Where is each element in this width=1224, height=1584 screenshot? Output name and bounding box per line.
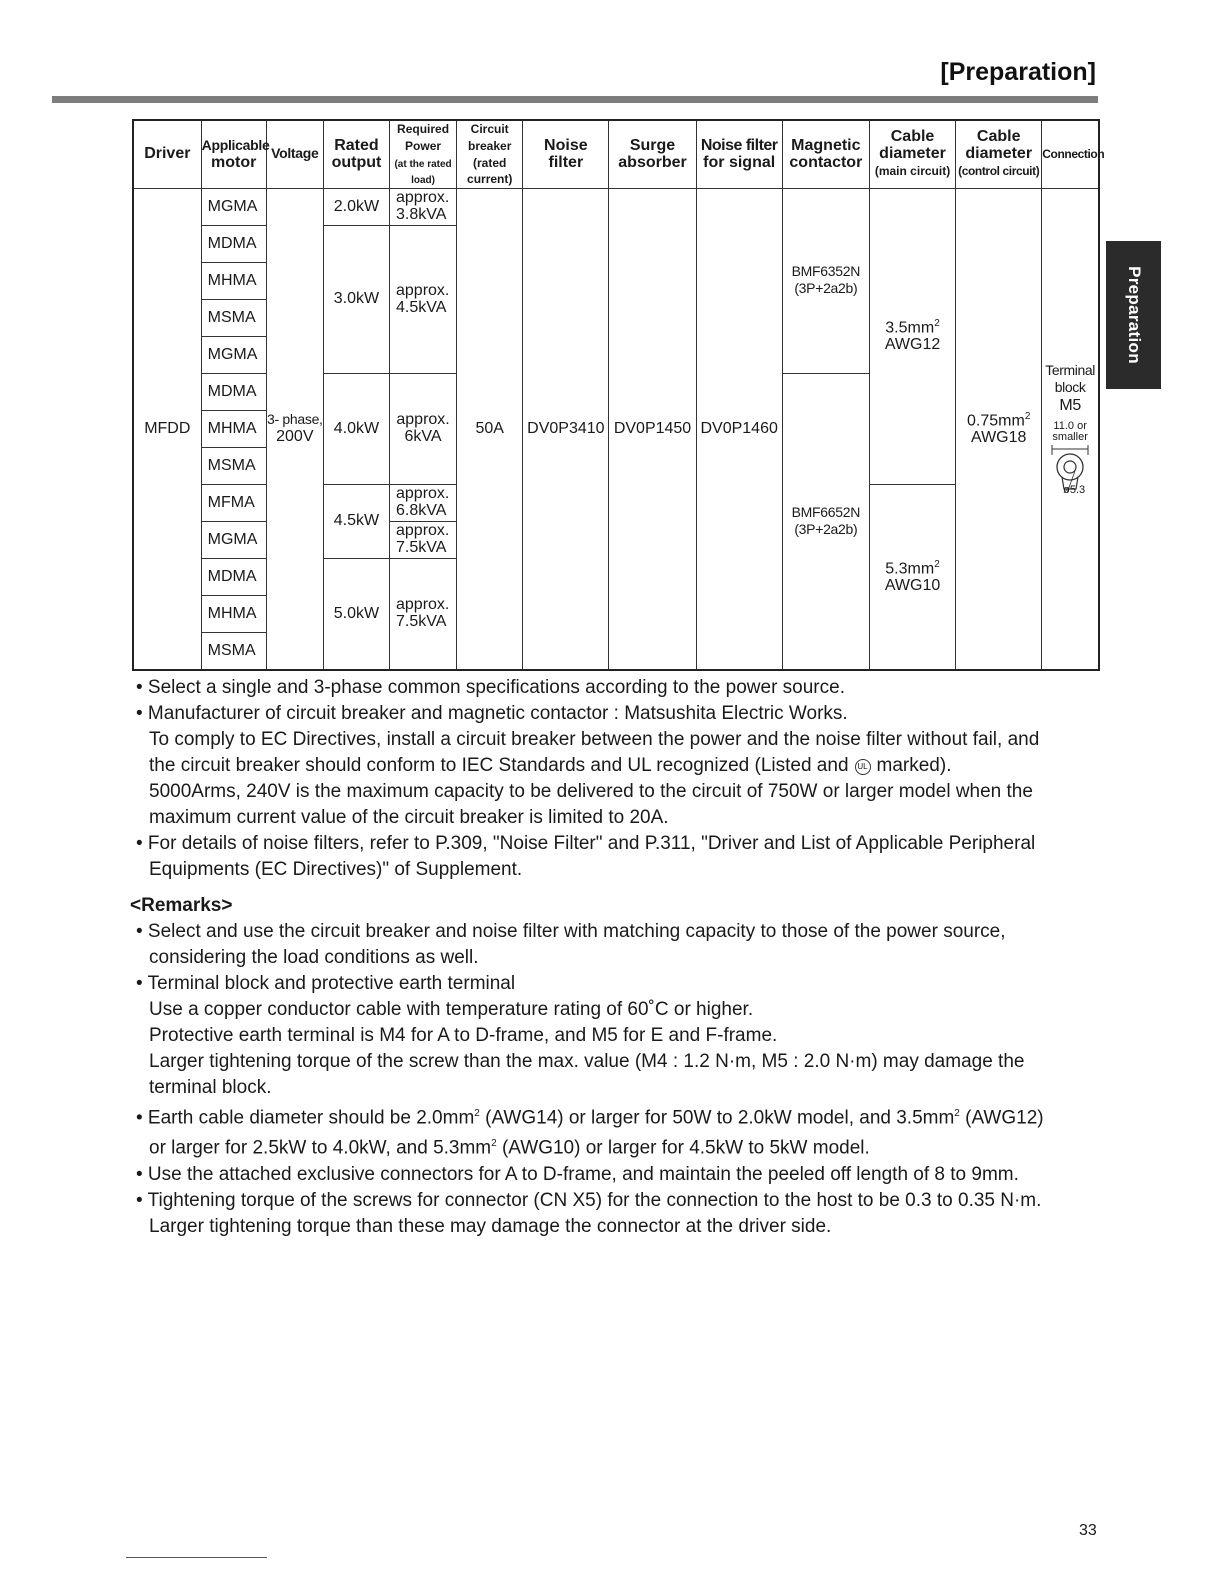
footer-line: [126, 1557, 267, 1558]
motor-cell: MDMA: [201, 559, 266, 596]
cable-control-cell: $0.75mm^2$ AWG18: [956, 189, 1042, 671]
header-cable-main: Cable diameter (main circuit): [869, 120, 955, 189]
header-connection: Connection: [1042, 120, 1099, 189]
motor-cell: MHMA: [201, 411, 266, 448]
header-voltage: Voltage: [266, 120, 323, 189]
voltage-cell: 3- phase, 200V: [266, 189, 323, 671]
conn-line-1: Terminal: [1045, 362, 1095, 379]
table-row: [133, 189, 1099, 226]
conn-line-3: M5: [1059, 396, 1081, 414]
motor-cell: MGMA: [201, 189, 266, 226]
note-item: • Select a single and 3-phase common specifications according to the power source.: [136, 677, 845, 698]
rated-output-cell: 4.5kW: [323, 485, 389, 559]
header-rated-output: Rated output: [323, 120, 389, 189]
connection-cell: [1042, 189, 1099, 671]
remark-item: • Select and use the circuit breaker and noise filter with matching capacity to those of the power source,: [136, 921, 1006, 942]
remarks-heading: <Remarks>: [130, 895, 233, 916]
remark-item: Larger tightening torque than these may damage the connector at the driver side.: [149, 1215, 832, 1237]
conn-hole-dimension: ø5.3: [1063, 483, 1086, 496]
motor-cell: MGMA: [201, 522, 266, 559]
remark-item: Larger tightening torque of the screw than the max. value (M4 : 1.2 N·m, M5 : 2.0 N·m) may damage the: [149, 1051, 1025, 1072]
note-item: 5000Arms, 240V is the maximum capacity to be delivered to the circuit of 750W or larger model when the: [149, 781, 1033, 802]
remark-item: or larger for 2.5kW to 4.0kW, and $5.3mm^2$ (AWG10) or larger for 4.5kW to 5kW model.: [149, 1137, 870, 1159]
header-cable-control: Cable diameter (control circuit): [956, 120, 1042, 189]
header-required-power: Required Power (at the rated load): [390, 120, 457, 189]
motor-cell: MGMA: [201, 337, 266, 374]
page-section-title: [Preparation]: [940, 58, 1096, 86]
power-cell: approx. 6kVA: [390, 374, 457, 485]
driver-cell: MFDD: [133, 189, 201, 671]
remark-item: Protective earth terminal is M4 for A to D-frame, and M5 for E and F-frame.: [149, 1025, 778, 1046]
power-cell: approx. 7.5kVA: [390, 559, 457, 671]
motor-cell: MHMA: [201, 263, 266, 300]
rated-output-cell: 2.0kW: [323, 189, 389, 226]
remark-item: considering the load conditions as well.: [149, 947, 479, 968]
header-circuit-breaker: Circuit breaker (rated current): [457, 120, 523, 189]
ul-mark-icon: UL: [855, 759, 871, 775]
conn-dim-1: 11.0 or: [1053, 419, 1087, 432]
table-header-row: [133, 120, 1099, 189]
cable-main-cell: $3.5mm^2$ AWG12: [869, 189, 955, 485]
notes-section: [130, 675, 1101, 1240]
power-cell: approx. 3.8kVA: [390, 189, 457, 226]
header-noise-filter-signal: Noise filter for signal: [696, 120, 782, 189]
noise-filter-cell: DV0P3410: [523, 189, 609, 671]
power-cell: approx. 4.5kVA: [390, 226, 457, 374]
motor-cell: MSMA: [201, 448, 266, 485]
header-noise-filter: Noise filter: [523, 120, 609, 189]
remark-item: • Tightening torque of the screws for connector (CN X5) for the connection to the host to be 0.3 to 0.35 N·m.: [136, 1189, 1042, 1211]
cable-main-cell: $5.3mm^2$ AWG10: [869, 485, 955, 671]
rated-output-cell: 3.0kW: [323, 226, 389, 374]
contactor-cell: BMF6352N (3P+2a2b): [782, 189, 869, 374]
conn-line-2: block: [1054, 378, 1086, 395]
header-driver: Driver: [133, 120, 201, 189]
rated-output-cell: 5.0kW: [323, 559, 389, 671]
remark-item: terminal block.: [149, 1077, 272, 1098]
noise-filter-signal-cell: DV0P1460: [696, 189, 782, 671]
header-magnetic-contactor: Magnetic contactor: [782, 120, 869, 189]
note-item: • Manufacturer of circuit breaker and magnetic contactor : Matsushita Electric Works.: [136, 703, 848, 724]
note-item: Equipments (EC Directives)" of Supplement.: [149, 859, 523, 880]
header-rule: [52, 96, 1098, 103]
note-item: • For details of noise filters, refer to P.309, "Noise Filter" and P.311, "Driver and List of Applicable Peripheral: [136, 833, 1036, 854]
rated-output-cell: 4.0kW: [323, 374, 389, 485]
header-motor: Applicable motor: [201, 120, 266, 189]
motor-cell: MSMA: [201, 633, 266, 671]
note-item: the circuit breaker should conform to IEC Standards and UL recognized (Listed and UL marked).: [149, 755, 952, 776]
motor-cell: MFMA: [201, 485, 266, 522]
page-number: 33: [1079, 1522, 1097, 1539]
motor-cell: MDMA: [201, 374, 266, 411]
peripheral-equipment-table: [132, 119, 1105, 671]
side-tab-label: Preparation: [1124, 266, 1144, 364]
conn-dim-2: smaller: [1052, 430, 1088, 443]
note-item: To comply to EC Directives, install a circuit breaker between the power and the noise filter without fail, and: [149, 729, 1040, 750]
power-cell: approx. 7.5kVA: [390, 522, 457, 559]
surge-absorber-cell: DV0P1450: [609, 189, 696, 671]
motor-cell: MSMA: [201, 300, 266, 337]
header-surge-absorber: Surge absorber: [609, 120, 696, 189]
power-cell: approx. 6.8kVA: [390, 485, 457, 522]
note-item: maximum current value of the circuit breaker is limited to 20A.: [149, 807, 669, 828]
remark-item: • Earth cable diameter should be $2.0mm^2$ (AWG14) or larger for 50W to 2.0kW model, and $3.5mm^2$ (AWG12): [136, 1107, 1044, 1129]
side-tab-preparation: [1106, 241, 1161, 389]
remark-item: • Terminal block and protective earth terminal: [136, 973, 516, 994]
motor-cell: MDMA: [201, 226, 266, 263]
remark-item: • Use the attached exclusive connectors for A to D-frame, and maintain the peeled off length of 8 to 9mm.: [136, 1163, 1019, 1185]
remark-item: Use a copper conductor cable with temperature rating of 60˚C or higher.: [149, 999, 754, 1020]
contactor-cell: BMF6652N (3P+2a2b): [782, 374, 869, 671]
circuit-breaker-cell: 50A: [457, 189, 523, 671]
motor-cell: MHMA: [201, 596, 266, 633]
